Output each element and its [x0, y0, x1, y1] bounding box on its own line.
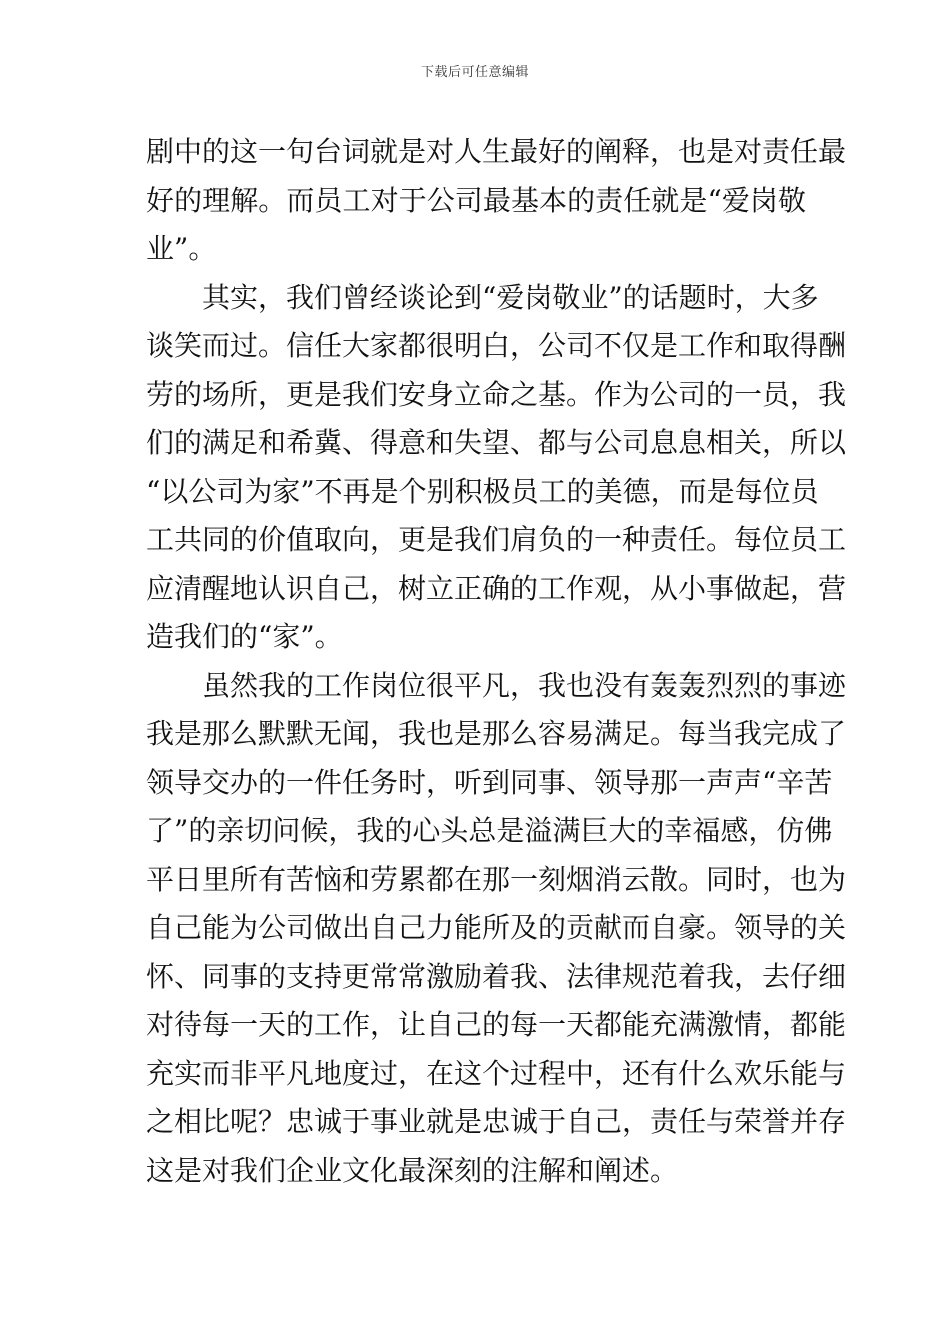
body-text — [146, 128, 847, 1195]
text-line: 劳的场所，更是我们安身立命之基。作为公司的一员，我 — [146, 377, 847, 411]
text-line: 之相比呢？忠诚于事业就是忠诚于自己，责任与荣誉并存 — [146, 1105, 847, 1138]
text-line: 对待每一天的工作，让自己的每一天都能充满激情，都能 — [146, 1008, 847, 1041]
text-line: 虽然我的工作岗位很平凡，我也没有轰轰烈烈的事迹 — [202, 668, 847, 702]
text-line: 其实，我们曾经谈论到“爱岗敬业”的话题时，大多 — [202, 280, 819, 314]
text-line: 自己能为公司做出自己力能所及的贡献而自豪。领导的关 — [146, 911, 847, 944]
text-line: 们的满足和希冀、得意和失望、都与公司息息相关，所以 — [146, 426, 847, 459]
text-line: 这是对我们企业文化最深刻的注解和阐述。 — [146, 1153, 679, 1187]
text-line: 应清醒地认识自己，树立正确的工作观，从小事做起，营 — [146, 571, 847, 605]
text-line: 工共同的价值取向，更是我们肩负的一种责任。每位员工 — [146, 523, 847, 556]
text-line: 领导交办的一件任务时，听到同事、领导那一声声“辛苦 — [146, 765, 833, 799]
text-line: 谈笑而过。信任大家都很明白，公司不仅是工作和取得酬 — [146, 329, 847, 362]
text-line: 平日里所有苦恼和劳累都在那一刻烟消云散。同时，也为 — [146, 862, 847, 896]
page-header: 下载后可任意编辑 — [420, 65, 529, 80]
text-line: 了”的亲切问候，我的心头总是溢满巨大的幸福感，仿佛 — [146, 814, 833, 847]
text-line: 怀、同事的支持更常常激励着我、法律规范着我，去仔细 — [146, 959, 847, 993]
text-line: “以公司为家”不再是个别积极员工的美德，而是每位员 — [146, 474, 819, 508]
text-line: 剧中的这一句台词就是对人生最好的阐释，也是对责任最 — [146, 135, 847, 168]
text-line: 造我们的“家”。 — [146, 620, 343, 653]
text-line: 我是那么默默无闻，我也是那么容易满足。每当我完成了 — [146, 717, 847, 750]
text-line: 充实而非平凡地度过，在这个过程中，还有什么欢乐能与 — [146, 1056, 847, 1090]
text-line: 好的理解。而员工对于公司最基本的责任就是“爱岗敬 — [146, 183, 806, 217]
text-line: 业”。 — [146, 232, 217, 265]
